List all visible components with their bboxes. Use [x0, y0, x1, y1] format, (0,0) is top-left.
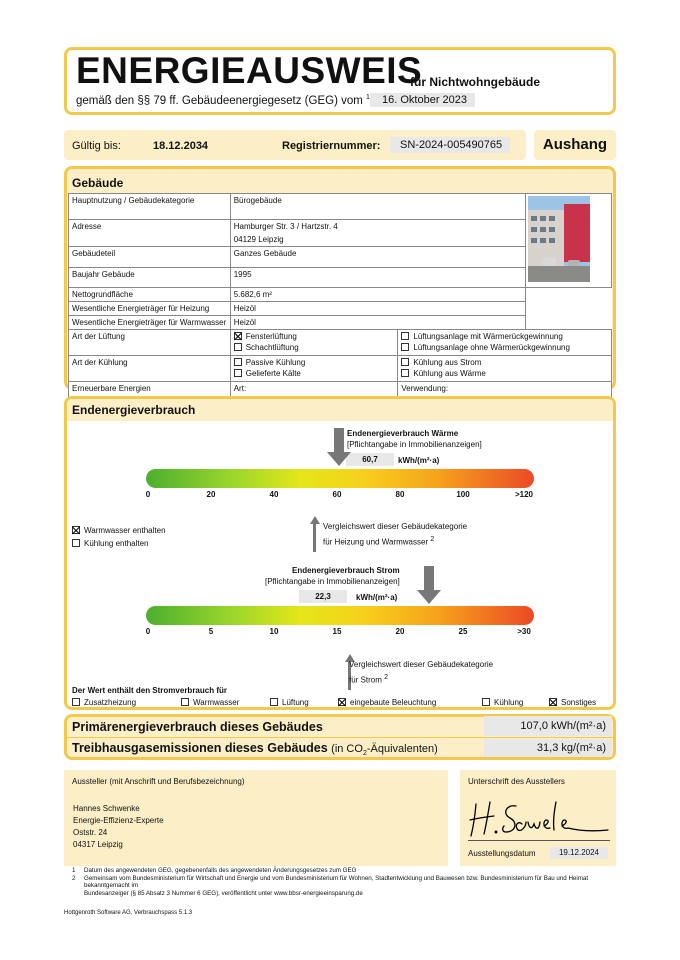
- contains-option: Zusatzheizung: [84, 698, 137, 707]
- power-tick-label: 25: [458, 627, 468, 636]
- primary-value: 107,0 kWh/(m²·a): [484, 716, 612, 736]
- aushang-label: Aushang: [534, 130, 616, 160]
- power-tick-label: 5: [208, 627, 214, 636]
- checkbox[interactable]: [401, 332, 409, 340]
- ventilation-option: Schachtlüftung: [245, 343, 299, 352]
- heat-tick-label: 60: [332, 490, 342, 499]
- building-photo-cell: [526, 194, 612, 288]
- warmwater-label: Warmwasser enthalten: [84, 526, 166, 535]
- ventilation-option: Lüftungsanlage mit Wärmerückgewinnung: [413, 332, 563, 341]
- power-value: 22,3: [299, 590, 347, 603]
- contains-checkbox[interactable]: [72, 698, 80, 706]
- heat-tick-label: >120: [514, 490, 534, 499]
- heat-compare-text: Vergleichswert dieser Gebäudekategorie für Heizung und Warmwasser 2: [323, 522, 468, 547]
- power-title: Endenergieverbrauch Strom: [292, 566, 400, 575]
- row-value: Hamburger Str. 3 / Hartzstr. 4: [233, 222, 338, 231]
- renewable-art: Art:: [230, 382, 398, 406]
- row-label: Baujahr Gebäude: [69, 267, 231, 288]
- row-value: Heizöl: [230, 302, 525, 316]
- checkbox[interactable]: [401, 369, 409, 377]
- cooling-included-checkbox[interactable]: [72, 539, 80, 547]
- heat-tick-label: 20: [206, 490, 216, 499]
- contains-checkbox[interactable]: [270, 698, 278, 706]
- heat-unit: kWh/(m²·a): [398, 456, 440, 465]
- contains-checkbox-checked[interactable]: [549, 698, 557, 706]
- heat-tick-label: 40: [269, 490, 279, 499]
- power-unit: kWh/(m²·a): [356, 593, 398, 602]
- heat-tick-label: 80: [395, 490, 405, 499]
- row-value: Ganzes Gebäude: [230, 247, 525, 268]
- contains-checkbox[interactable]: [181, 698, 189, 706]
- checkbox[interactable]: [401, 358, 409, 366]
- power-arrow-head: [417, 590, 441, 604]
- power-tick-label: 0: [145, 627, 151, 636]
- power-tick-label: 15: [332, 627, 342, 636]
- heat-value: 60,7: [346, 453, 394, 466]
- power-arrow-shaft: [424, 566, 434, 590]
- contains-option: Sonstiges: [561, 698, 597, 707]
- ventilation-option: Lüftungsanlage ohne Wärmerückgewinnung: [413, 343, 570, 352]
- reg-number: SN-2024-005490765: [390, 137, 510, 153]
- checkbox[interactable]: [234, 358, 242, 366]
- heat-compare-shaft: [313, 524, 316, 552]
- power-tick-label: 10: [269, 627, 279, 636]
- cooling-label: Art der Kühlung: [69, 356, 231, 382]
- heat-tick-label: 0: [145, 490, 151, 499]
- primary-label: Primärenergieverbrauch dieses Gebäudes: [72, 720, 323, 734]
- signature-image: [466, 796, 612, 842]
- reg-label: Registriernummer:: [282, 140, 381, 152]
- row-value: 5.682,6 m²: [230, 288, 525, 302]
- ventilation-label: Art der Lüftung: [69, 330, 231, 356]
- document-title: ENERGIEAUSWEIS: [76, 50, 423, 91]
- ghg-value: 31,3 kg/(m²·a): [484, 739, 612, 757]
- document-subtitle: für Nichtwohngebäude: [410, 75, 540, 89]
- heat-title: Endenergieverbrauch Wärme: [347, 429, 459, 438]
- row-value: 1995: [230, 267, 525, 288]
- valid-label: Gültig bis:: [72, 140, 121, 152]
- cooling-option: Kühlung aus Strom: [413, 358, 482, 367]
- software-credit: Hottgenroth Software AG, Verbrauchspass 5.1.3: [64, 910, 193, 916]
- valid-date: 18.12.2034: [153, 140, 209, 152]
- contains-checkbox-checked[interactable]: [338, 698, 346, 706]
- contains-checkbox[interactable]: [482, 698, 490, 706]
- heat-tick-label: 100: [456, 490, 470, 499]
- row-value: Bürogebäude: [230, 194, 525, 220]
- issue-date-label: Ausstellungsdatum: [468, 849, 536, 858]
- energy-section-title: Endenergieverbrauch: [72, 403, 196, 417]
- power-compare-text: Vergleichswert dieser Gebäudekategorie für Strom 2: [349, 660, 494, 685]
- cooling-option: Kühlung aus Wärme: [413, 369, 486, 378]
- power-tick-label: >30: [517, 627, 531, 636]
- row-label: Adresse: [69, 220, 231, 247]
- power-note: [Pflichtangabe in Immobilienanzeigen]: [265, 577, 400, 586]
- row-label: Hauptnutzung / Gebäudekategorie: [69, 194, 231, 220]
- power-scale: [146, 606, 534, 625]
- heat-note: [Pflichtangabe in Immobilienanzeigen]: [347, 440, 482, 449]
- signature-label: Unterschrift des Ausstellers: [468, 777, 565, 786]
- contains-option: Warmwasser: [193, 698, 240, 707]
- law-date: 16. Oktober 2023: [370, 93, 475, 107]
- building-section-title: Gebäude: [72, 176, 124, 190]
- ventilation-option: Fensterlüftung: [245, 332, 297, 341]
- cooling-included-label: Kühlung enthalten: [84, 539, 149, 548]
- contains-option: eingebaute Beleuchtung: [350, 698, 437, 707]
- checkbox[interactable]: [234, 343, 242, 351]
- row-value: Heizöl: [230, 316, 525, 330]
- cooling-option: Gelieferte Kälte: [245, 369, 301, 378]
- row-label: Wesentliche Energieträger für Warmwasser: [69, 316, 231, 330]
- power-tick-label: 20: [395, 627, 405, 636]
- building-table: [68, 193, 612, 406]
- heat-arrow-shaft: [334, 428, 344, 452]
- contains-option: Lüftung: [282, 698, 309, 707]
- row-label: Gebäudeteil: [69, 247, 231, 268]
- heat-scale: [146, 469, 534, 488]
- cooling-option: Passive Kühlung: [245, 358, 306, 367]
- issuer-label: Aussteller (mit Anschrift und Berufsbezeichnung): [72, 777, 245, 786]
- row-label: Nettogrundfläche: [69, 288, 231, 302]
- ghg-label: Treibhausgasemissionen dieses Gebäudes (in $CO_2-Äquivalenten$): [72, 741, 438, 758]
- renewable-label: Erneuerbare Energien: [69, 382, 231, 406]
- row-value: 04129 Leipzig: [233, 235, 284, 244]
- footnotes: 1 Datum des angewendeten GEG, gegebenenfalls des angewendeten Änderungsgesetzes zum GEG 2 Gemeinsam vom Bundesministerium für Wirtschaft und Energie und vom Bundesministerium für Wohnen, Stadtentwicklung und Bauwesen bzw. Bundesministerium für Bau und Heimat bekanntgemacht im Bundesanzeiger (§ 85 Absatz 3 Nummer 6 GEG), veröffentlicht unter www.bbsr-energieeinsparung.de: [72, 867, 589, 897]
- heat-arrow-head: [327, 452, 351, 466]
- checkbox[interactable]: [401, 343, 409, 351]
- checkbox-checked[interactable]: [234, 332, 242, 340]
- warmwater-checkbox[interactable]: [72, 526, 80, 534]
- contains-option: Kühlung: [494, 698, 524, 707]
- issuer-address: Hannes Schwenke Energie-Effizienz-Experte Oststr. 24 04317 Leipzig: [73, 804, 164, 849]
- row-label: Wesentliche Energieträger für Heizung: [69, 302, 231, 316]
- checkbox[interactable]: [234, 369, 242, 377]
- issue-date: 19.12.2024: [550, 847, 608, 859]
- building-photo: [528, 196, 590, 282]
- law-reference: gemäß den §§ 79 ff. Gebäudeenergiegesetz (GEG) vom $^1$: [76, 94, 370, 107]
- heat-compare-head: [310, 516, 320, 524]
- contains-label: Der Wert enthält den Stromverbrauch für: [72, 686, 227, 695]
- renewable-use: Verwendung:: [398, 382, 612, 406]
